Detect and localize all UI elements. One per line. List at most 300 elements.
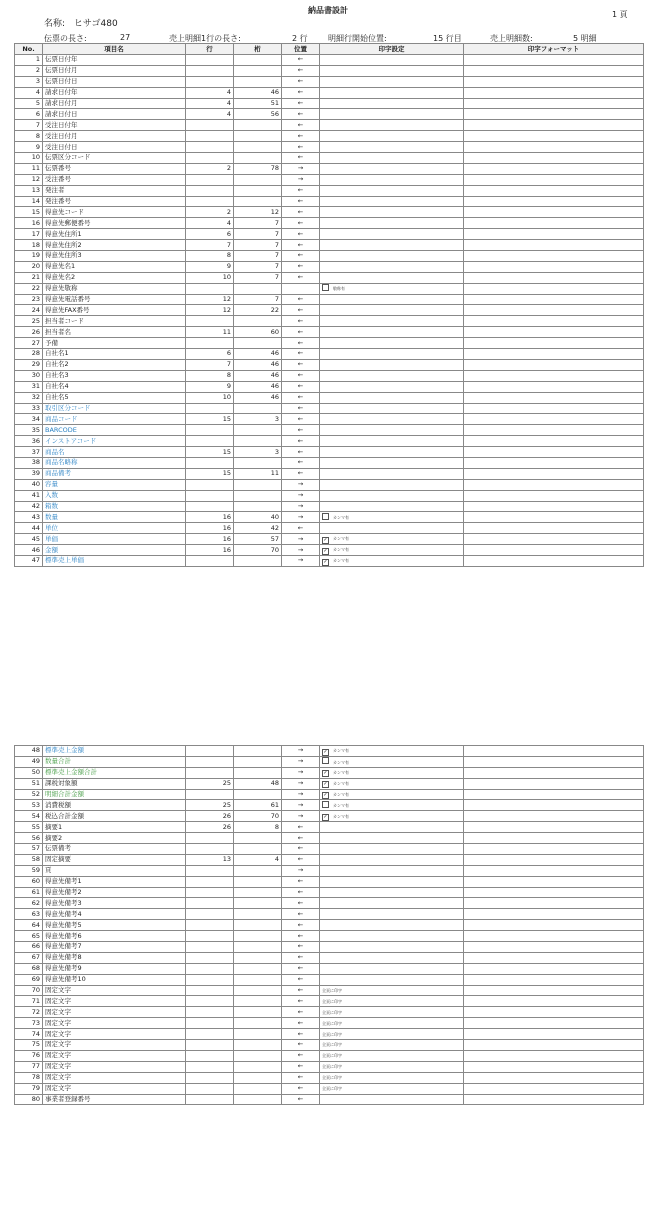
print-row xyxy=(186,920,234,931)
print-setting xyxy=(320,120,464,131)
print-format xyxy=(464,327,644,338)
print-format xyxy=(464,359,644,370)
row-number: 28 xyxy=(15,349,43,360)
alignment-arrow: ← xyxy=(282,909,320,920)
row-number: 18 xyxy=(15,240,43,251)
print-column xyxy=(234,963,282,974)
alignment-arrow: ← xyxy=(282,1040,320,1051)
table-row xyxy=(15,490,644,501)
table-row xyxy=(15,811,644,822)
print-format xyxy=(464,316,644,327)
print-column: 7 xyxy=(234,240,282,251)
table-row xyxy=(15,98,644,109)
print-column: 12 xyxy=(234,207,282,218)
item-name: 伝票日付年 xyxy=(43,55,186,66)
checkbox-icon xyxy=(322,801,329,808)
print-column xyxy=(234,931,282,942)
row-number: 9 xyxy=(15,142,43,153)
print-column xyxy=(234,833,282,844)
item-name: 請求日付日 xyxy=(43,109,186,120)
print-format xyxy=(464,55,644,66)
table-row xyxy=(15,1018,644,1029)
print-row xyxy=(186,1007,234,1018)
row-number: 68 xyxy=(15,963,43,974)
print-format xyxy=(464,746,644,757)
alignment-arrow: ← xyxy=(282,436,320,447)
alignment-arrow: ← xyxy=(282,1061,320,1072)
checkbox-icon xyxy=(322,513,329,520)
print-column xyxy=(234,1029,282,1040)
item-name: 受注番号 xyxy=(43,174,186,185)
table-row xyxy=(15,1061,644,1072)
print-row: 16 xyxy=(186,534,234,545)
table-row xyxy=(15,403,644,414)
print-column: 78 xyxy=(234,163,282,174)
print-column: 46 xyxy=(234,370,282,381)
print-row xyxy=(186,1083,234,1094)
print-setting xyxy=(320,822,464,833)
print-setting xyxy=(320,229,464,240)
table-row xyxy=(15,952,644,963)
print-setting-label: カンマ有 xyxy=(333,813,349,819)
print-setting xyxy=(320,555,464,566)
row-number: 23 xyxy=(15,294,43,305)
table-row xyxy=(15,185,644,196)
table-row xyxy=(15,1083,644,1094)
alignment-arrow: ← xyxy=(282,414,320,425)
print-format xyxy=(464,555,644,566)
checkbox-icon xyxy=(322,284,329,291)
print-row xyxy=(186,1029,234,1040)
item-name: 伝票番号 xyxy=(43,163,186,174)
row-number: 67 xyxy=(15,952,43,963)
table-row xyxy=(15,974,644,985)
print-format xyxy=(464,1050,644,1061)
print-row xyxy=(186,120,234,131)
alignment-arrow: ← xyxy=(282,985,320,996)
table-row xyxy=(15,174,644,185)
print-format xyxy=(464,833,644,844)
table-row xyxy=(15,854,644,865)
item-name: 得意先備考10 xyxy=(43,974,186,985)
print-format xyxy=(464,338,644,349)
row-number: 77 xyxy=(15,1061,43,1072)
item-name: 事業者登録番号 xyxy=(43,1094,186,1105)
checkbox-checked-icon: ✓ xyxy=(323,536,328,543)
print-setting xyxy=(320,55,464,66)
row-number: 74 xyxy=(15,1029,43,1040)
print-row xyxy=(186,338,234,349)
print-row xyxy=(186,952,234,963)
print-setting-label: カンマ有 xyxy=(333,791,349,797)
item-name: 得意先備考4 xyxy=(43,909,186,920)
row-number: 48 xyxy=(15,746,43,757)
item-name: 請求日付年 xyxy=(43,87,186,98)
item-name: 得意先備考2 xyxy=(43,887,186,898)
print-column xyxy=(234,436,282,447)
print-column xyxy=(234,76,282,87)
print-setting xyxy=(320,65,464,76)
print-setting xyxy=(320,414,464,425)
print-row: 10 xyxy=(186,392,234,403)
print-format xyxy=(464,229,644,240)
print-format xyxy=(464,283,644,294)
print-row xyxy=(186,479,234,490)
print-format xyxy=(464,920,644,931)
print-row xyxy=(186,425,234,436)
checkbox-icon xyxy=(322,757,329,764)
print-row xyxy=(186,996,234,1007)
row-number: 16 xyxy=(15,218,43,229)
row-number: 30 xyxy=(15,370,43,381)
alignment-arrow: ← xyxy=(282,996,320,1007)
alignment-arrow: ← xyxy=(282,76,320,87)
row-number: 6 xyxy=(15,109,43,120)
table-row xyxy=(15,1094,644,1105)
table-row xyxy=(15,833,644,844)
print-setting xyxy=(320,1050,464,1061)
print-row xyxy=(186,174,234,185)
print-setting xyxy=(320,359,464,370)
print-column xyxy=(234,1018,282,1029)
print-format xyxy=(464,65,644,76)
print-setting xyxy=(320,436,464,447)
item-name: 担当者名 xyxy=(43,327,186,338)
print-column: 42 xyxy=(234,523,282,534)
item-name: 固定文字 xyxy=(43,1018,186,1029)
item-name: 得意先住所2 xyxy=(43,240,186,251)
print-setting xyxy=(320,174,464,185)
row-number: 62 xyxy=(15,898,43,909)
print-row xyxy=(186,142,234,153)
alignment-arrow: ← xyxy=(282,240,320,251)
table-row xyxy=(15,876,644,887)
print-row: 12 xyxy=(186,294,234,305)
print-format xyxy=(464,545,644,556)
alignment-arrow: → xyxy=(282,756,320,767)
row-number: 45 xyxy=(15,534,43,545)
table-row xyxy=(15,142,644,153)
table-row xyxy=(15,414,644,425)
print-setting xyxy=(320,425,464,436)
item-name: 自社名4 xyxy=(43,381,186,392)
print-setting-label: 全頁に印字 xyxy=(322,1075,342,1081)
row-number: 63 xyxy=(15,909,43,920)
item-name: 消費税額 xyxy=(43,800,186,811)
item-name: 商品名略称 xyxy=(43,457,186,468)
print-column xyxy=(234,1083,282,1094)
print-format xyxy=(464,261,644,272)
item-name: 数量 xyxy=(43,512,186,523)
print-setting-label: 全頁に印字 xyxy=(322,1053,342,1059)
alignment-arrow: ← xyxy=(282,854,320,865)
row-number: 33 xyxy=(15,403,43,414)
print-format xyxy=(464,789,644,800)
row-number: 65 xyxy=(15,931,43,942)
print-column: 46 xyxy=(234,392,282,403)
alignment-arrow: ← xyxy=(282,1094,320,1105)
alignment-arrow: ← xyxy=(282,931,320,942)
print-format xyxy=(464,272,644,283)
print-setting xyxy=(320,283,464,294)
print-column xyxy=(234,120,282,131)
row-number: 1 xyxy=(15,55,43,66)
row-number: 3 xyxy=(15,76,43,87)
table-row xyxy=(15,789,644,800)
alignment-arrow: → xyxy=(282,800,320,811)
print-setting-label: カンマ有 xyxy=(333,558,349,564)
checkbox-checked-icon: ✓ xyxy=(323,748,328,755)
alignment-arrow: ← xyxy=(282,1007,320,1018)
print-column xyxy=(234,490,282,501)
table-row xyxy=(15,545,644,556)
col-header-item-name: 項目名 xyxy=(43,44,186,55)
row-number: 4 xyxy=(15,87,43,98)
table-row xyxy=(15,370,644,381)
table-row xyxy=(15,746,644,757)
print-column xyxy=(234,1050,282,1061)
print-format xyxy=(464,985,644,996)
print-column: 46 xyxy=(234,349,282,360)
print-setting xyxy=(320,512,464,523)
print-setting xyxy=(320,756,464,767)
row-number: 36 xyxy=(15,436,43,447)
print-format xyxy=(464,414,644,425)
print-column xyxy=(234,887,282,898)
print-format xyxy=(464,349,644,360)
alignment-arrow: → xyxy=(282,163,320,174)
alignment-arrow: ← xyxy=(282,142,320,153)
table-row xyxy=(15,1029,644,1040)
table-row xyxy=(15,87,644,98)
print-setting xyxy=(320,1018,464,1029)
item-name: 得意先名2 xyxy=(43,272,186,283)
item-name: 箱数 xyxy=(43,501,186,512)
item-name: 商品名 xyxy=(43,447,186,458)
print-format xyxy=(464,468,644,479)
print-row xyxy=(186,746,234,757)
alignment-arrow: → xyxy=(282,865,320,876)
print-row: 6 xyxy=(186,349,234,360)
print-column: 51 xyxy=(234,98,282,109)
alignment-arrow: ← xyxy=(282,425,320,436)
print-setting-label: 全頁に印字 xyxy=(322,988,342,994)
print-setting xyxy=(320,844,464,855)
alignment-arrow: ← xyxy=(282,1072,320,1083)
print-column xyxy=(234,1072,282,1083)
alignment-arrow: ← xyxy=(282,457,320,468)
alignment-arrow: ← xyxy=(282,370,320,381)
print-format xyxy=(464,142,644,153)
alignment-arrow: ← xyxy=(282,1018,320,1029)
table-row xyxy=(15,109,644,120)
item-name: 伝票備考 xyxy=(43,844,186,855)
print-row xyxy=(186,1018,234,1029)
design-table-upper xyxy=(14,43,644,567)
row-number: 54 xyxy=(15,811,43,822)
table-row xyxy=(15,963,644,974)
item-name: 得意先備考8 xyxy=(43,952,186,963)
alignment-arrow: ← xyxy=(282,65,320,76)
print-setting xyxy=(320,1007,464,1018)
print-row: 10 xyxy=(186,272,234,283)
table-row xyxy=(15,261,644,272)
print-format xyxy=(464,1040,644,1051)
detail-line-length-value: 2 行 xyxy=(292,34,308,43)
print-format xyxy=(464,963,644,974)
print-row: 13 xyxy=(186,854,234,865)
table-row xyxy=(15,251,644,262)
table-row xyxy=(15,305,644,316)
print-format xyxy=(464,185,644,196)
alignment-arrow: → xyxy=(282,778,320,789)
row-number: 19 xyxy=(15,251,43,262)
print-setting xyxy=(320,479,464,490)
alignment-arrow: ← xyxy=(282,468,320,479)
print-column: 60 xyxy=(234,327,282,338)
alignment-arrow: ← xyxy=(282,229,320,240)
table-row xyxy=(15,120,644,131)
alignment-arrow: → xyxy=(282,811,320,822)
col-header-print-setting: 印字設定 xyxy=(320,44,464,55)
item-name: 自社名5 xyxy=(43,392,186,403)
print-row: 16 xyxy=(186,545,234,556)
print-format xyxy=(464,1018,644,1029)
item-name: 税込合計金額 xyxy=(43,811,186,822)
print-format xyxy=(464,381,644,392)
print-row: 8 xyxy=(186,370,234,381)
alignment-arrow: ← xyxy=(282,349,320,360)
print-setting xyxy=(320,381,464,392)
item-name: 標準売上金額合計 xyxy=(43,767,186,778)
print-row: 9 xyxy=(186,381,234,392)
print-column xyxy=(234,746,282,757)
print-row: 16 xyxy=(186,512,234,523)
print-setting-label: カンマ有 xyxy=(333,759,349,765)
print-format xyxy=(464,174,644,185)
print-column xyxy=(234,909,282,920)
print-setting xyxy=(320,349,464,360)
row-number: 64 xyxy=(15,920,43,931)
print-row xyxy=(186,844,234,855)
alignment-arrow: ← xyxy=(282,294,320,305)
print-column: 11 xyxy=(234,468,282,479)
print-column: 3 xyxy=(234,447,282,458)
print-setting xyxy=(320,403,464,414)
print-row xyxy=(186,1072,234,1083)
item-name: 得意先郵便番号 xyxy=(43,218,186,229)
table-row xyxy=(15,131,644,142)
print-format xyxy=(464,425,644,436)
print-row xyxy=(186,898,234,909)
table-row xyxy=(15,392,644,403)
row-number: 34 xyxy=(15,414,43,425)
print-format xyxy=(464,370,644,381)
print-format xyxy=(464,1007,644,1018)
name-value: ヒサゴ480 xyxy=(73,19,118,29)
detail-line-length-label: 売上明細1行の長さ: xyxy=(169,34,241,43)
print-setting-label: 全頁に印字 xyxy=(322,1020,342,1026)
print-column xyxy=(234,338,282,349)
print-row xyxy=(186,436,234,447)
print-setting xyxy=(320,218,464,229)
table-row xyxy=(15,1007,644,1018)
print-setting-label: 全頁に印字 xyxy=(322,1031,342,1037)
row-number: 78 xyxy=(15,1072,43,1083)
alignment-arrow: ← xyxy=(282,316,320,327)
table-row xyxy=(15,800,644,811)
col-header-row: 行 xyxy=(186,44,234,55)
print-row: 16 xyxy=(186,523,234,534)
table-row xyxy=(15,822,644,833)
alignment-arrow: ← xyxy=(282,109,320,120)
item-name: 固定文字 xyxy=(43,1040,186,1051)
item-name: 固定文字 xyxy=(43,996,186,1007)
alignment-arrow: ← xyxy=(282,822,320,833)
print-setting-label: カンマ有 xyxy=(333,769,349,775)
print-format xyxy=(464,457,644,468)
print-setting xyxy=(320,952,464,963)
print-row: 2 xyxy=(186,163,234,174)
item-name: 得意先敬称 xyxy=(43,283,186,294)
item-name: 自社名3 xyxy=(43,370,186,381)
slip-length-label: 伝票の長さ: xyxy=(44,34,87,43)
print-format xyxy=(464,887,644,898)
item-name: 自社名2 xyxy=(43,359,186,370)
alignment-arrow: → xyxy=(282,789,320,800)
item-name: 受注日付日 xyxy=(43,142,186,153)
print-format xyxy=(464,512,644,523)
print-column: 7 xyxy=(234,251,282,262)
row-number: 57 xyxy=(15,844,43,855)
print-column xyxy=(234,985,282,996)
print-setting xyxy=(320,931,464,942)
row-number: 51 xyxy=(15,778,43,789)
print-row: 11 xyxy=(186,327,234,338)
item-name: 得意先備考9 xyxy=(43,963,186,974)
alignment-arrow: ← xyxy=(282,1050,320,1061)
print-setting xyxy=(320,789,464,800)
alignment-arrow: ← xyxy=(282,942,320,953)
row-number: 24 xyxy=(15,305,43,316)
print-column: 8 xyxy=(234,822,282,833)
table-row xyxy=(15,229,644,240)
print-row xyxy=(186,76,234,87)
print-row xyxy=(186,403,234,414)
item-name: 取引区分コード xyxy=(43,403,186,414)
print-row: 25 xyxy=(186,778,234,789)
print-format xyxy=(464,1083,644,1094)
print-row xyxy=(186,555,234,566)
row-number: 55 xyxy=(15,822,43,833)
print-setting xyxy=(320,490,464,501)
print-column xyxy=(234,952,282,963)
item-name: 受注日付月 xyxy=(43,131,186,142)
row-number: 29 xyxy=(15,359,43,370)
alignment-arrow: → xyxy=(282,545,320,556)
print-format xyxy=(464,844,644,855)
print-format xyxy=(464,294,644,305)
table-row xyxy=(15,931,644,942)
item-name: 得意先住所1 xyxy=(43,229,186,240)
item-name: 固定文字 xyxy=(43,1007,186,1018)
print-column: 22 xyxy=(234,305,282,316)
print-format xyxy=(464,120,644,131)
print-setting xyxy=(320,98,464,109)
row-number: 27 xyxy=(15,338,43,349)
row-number: 72 xyxy=(15,1007,43,1018)
print-column xyxy=(234,1007,282,1018)
